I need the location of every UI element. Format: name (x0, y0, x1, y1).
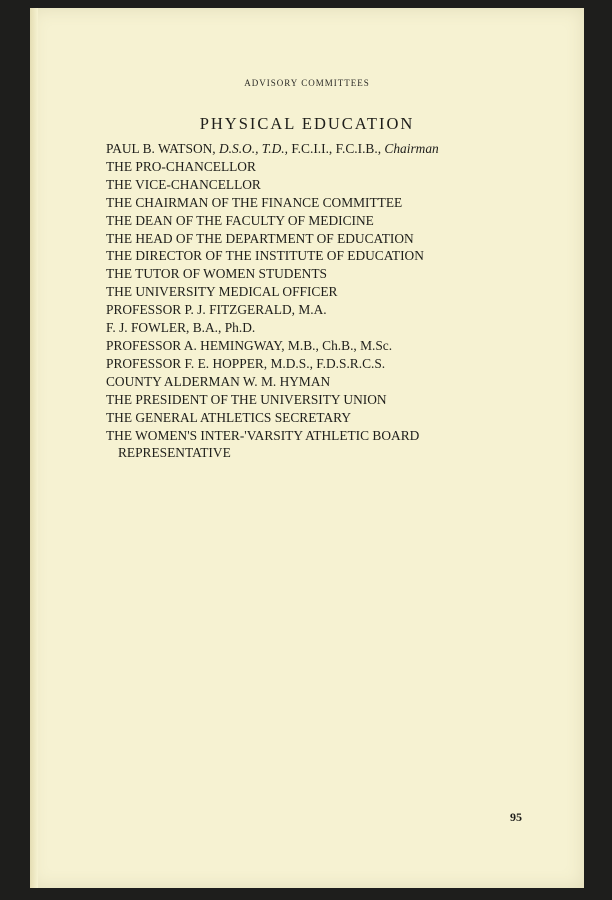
chairman-role: Chairman (384, 141, 439, 156)
member-entry: THE DEAN OF THE FACULTY OF MEDICINE (106, 212, 374, 228)
chairman-entry (106, 140, 566, 158)
member-entry: PROFESSOR P. J. FITZGERALD, M.A. (106, 302, 327, 318)
chairman-honours: D.S.O., T.D., (219, 141, 288, 156)
member-entry: PROFESSOR F. E. HOPPER, M.D.S., F.D.S.R.C.S. (106, 355, 386, 371)
member-entry: COUNTY ALDERMAN W. M. HYMAN (106, 373, 331, 389)
page-number: 95 (510, 810, 522, 824)
member-entry: THE VICE-CHANCELLOR (106, 176, 261, 192)
chairman-name: PAUL B. WATSON, (106, 141, 216, 156)
section-title: PHYSICAL EDUCATION (199, 114, 415, 133)
committee-member-list (106, 140, 566, 462)
member-entry: THE CHAIRMAN OF THE FINANCE COMMITTEE (106, 194, 403, 210)
member-entry: F. J. FOWLER, B.A., Ph.D. (106, 320, 256, 336)
member-entry: THE UNIVERSITY MEDICAL OFFICER (106, 284, 338, 300)
document-page (30, 8, 584, 888)
member-entry-line2: REPRESENTATIVE (118, 445, 231, 461)
member-entry: THE TUTOR OF WOMEN STUDENTS (106, 266, 327, 282)
member-entry: THE PRESIDENT OF THE UNIVERSITY UNION (106, 391, 387, 407)
member-entry: THE PRO-CHANCELLOR (106, 158, 256, 174)
running-head: ADVISORY COMMITTEES (244, 78, 370, 88)
member-entry: THE DIRECTOR OF THE INSTITUTE OF EDUCATION (106, 248, 424, 264)
page-spine-shadow (30, 8, 38, 888)
member-entry: THE HEAD OF THE DEPARTMENT OF EDUCATION (106, 230, 414, 246)
chairman-qualifications: F.C.I.I., F.C.I.B., (291, 141, 382, 156)
member-entry: THE GENERAL ATHLETICS SECRETARY (106, 409, 352, 425)
member-entry-line1: THE WOMEN'S INTER-'VARSITY ATHLETIC BOARD (106, 427, 420, 443)
member-entry: PROFESSOR A. HEMINGWAY, M.B., Ch.B., M.Sc. (106, 337, 393, 353)
